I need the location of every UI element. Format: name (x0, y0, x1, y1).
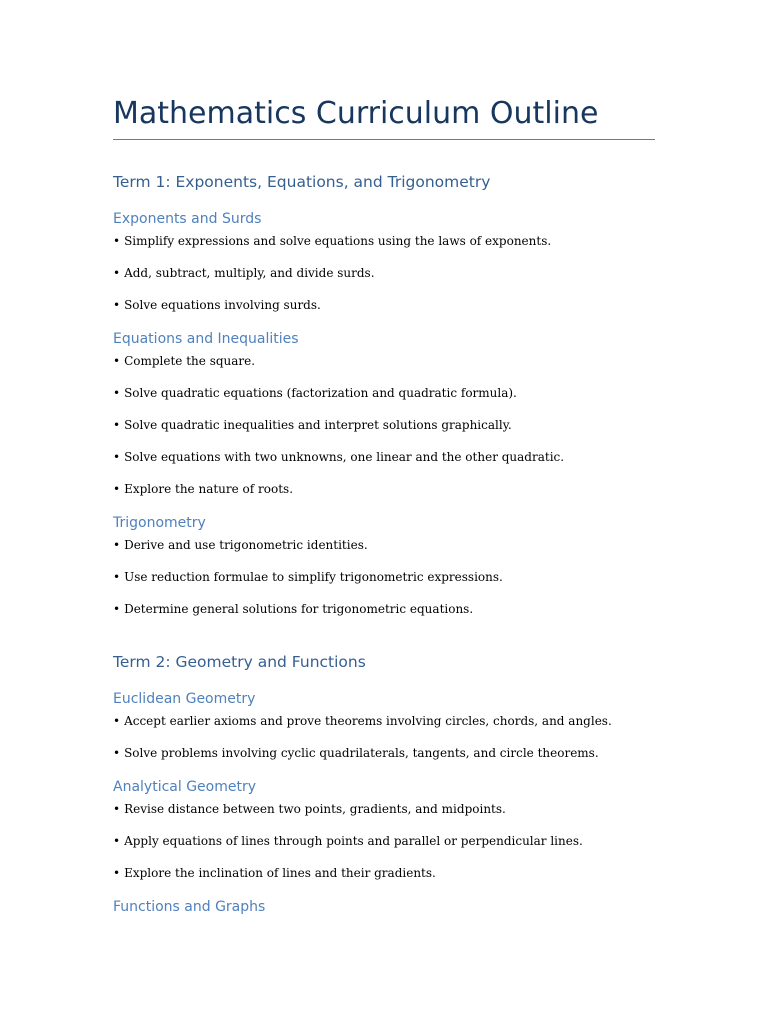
list-item-text: Solve quadratic equations (factorization and quadratic formula). (124, 386, 517, 400)
list-item-text: Solve problems involving cyclic quadrilaterals, tangents, and circle theorems. (124, 746, 599, 760)
list-item (113, 265, 375, 281)
list-item (113, 297, 321, 313)
bullet-icon: • (113, 602, 121, 616)
bullet-icon: • (113, 570, 121, 584)
section-heading: Euclidean Geometry (113, 691, 256, 707)
bullet-icon: • (113, 354, 121, 368)
title-divider (113, 139, 655, 140)
section-heading: Exponents and Surds (113, 211, 262, 227)
list-item-text: Solve quadratic inequalities and interpret solutions graphically. (124, 418, 512, 432)
list-item (113, 417, 512, 433)
bullet-icon: • (113, 538, 121, 552)
list-item (113, 233, 551, 249)
list-item (113, 801, 506, 817)
section-heading: Equations and Inequalities (113, 331, 299, 347)
list-item-text: Explore the inclination of lines and their gradients. (124, 866, 436, 880)
list-item (113, 353, 255, 369)
section-heading: Functions and Graphs (113, 899, 266, 915)
list-item-text: Use reduction formulae to simplify trigonometric expressions. (124, 570, 503, 584)
list-item-text: Complete the square. (124, 354, 256, 368)
list-item (113, 833, 583, 849)
section-heading: Trigonometry (113, 515, 206, 531)
list-item-text: Simplify expressions and solve equations using the laws of exponents. (124, 234, 552, 248)
page-title: Mathematics Curriculum Outline (113, 96, 599, 131)
list-item-text: Solve equations with two unknowns, one linear and the other quadratic. (124, 450, 565, 464)
list-item-text: Add, subtract, multiply, and divide surds. (124, 266, 375, 280)
list-item (113, 745, 599, 761)
list-item (113, 449, 564, 465)
bullet-icon: • (113, 482, 121, 496)
bullet-icon: • (113, 746, 121, 760)
bullet-icon: • (113, 834, 121, 848)
list-item-text: Solve equations involving surds. (124, 298, 321, 312)
list-item (113, 537, 368, 553)
bullet-icon: • (113, 266, 121, 280)
list-item (113, 385, 517, 401)
bullet-icon: • (113, 866, 121, 880)
section-heading: Analytical Geometry (113, 779, 257, 795)
list-item-text: Accept earlier axioms and prove theorems involving circles, chords, and angles. (124, 714, 612, 728)
list-item-text: Derive and use trigonometric identities. (124, 538, 368, 552)
list-item-text: Explore the nature of roots. (124, 482, 294, 496)
list-item (113, 865, 436, 881)
list-item (113, 569, 503, 585)
bullet-icon: • (113, 802, 121, 816)
list-item-text: Revise distance between two points, gradients, and midpoints. (124, 802, 506, 816)
term-heading: Term 1: Exponents, Equations, and Trigonometry (113, 173, 491, 191)
bullet-icon: • (113, 386, 121, 400)
bullet-icon: • (113, 714, 121, 728)
term-heading: Term 2: Geometry and Functions (113, 653, 366, 671)
bullet-icon: • (113, 450, 121, 464)
bullet-icon: • (113, 234, 121, 248)
bullet-icon: • (113, 418, 121, 432)
list-item (113, 601, 473, 617)
bullet-icon: • (113, 298, 121, 312)
list-item (113, 713, 612, 729)
list-item-text: Apply equations of lines through points and parallel or perpendicular lines. (124, 834, 583, 848)
list-item-text: Determine general solutions for trigonometric equations. (124, 602, 474, 616)
list-item (113, 481, 293, 497)
